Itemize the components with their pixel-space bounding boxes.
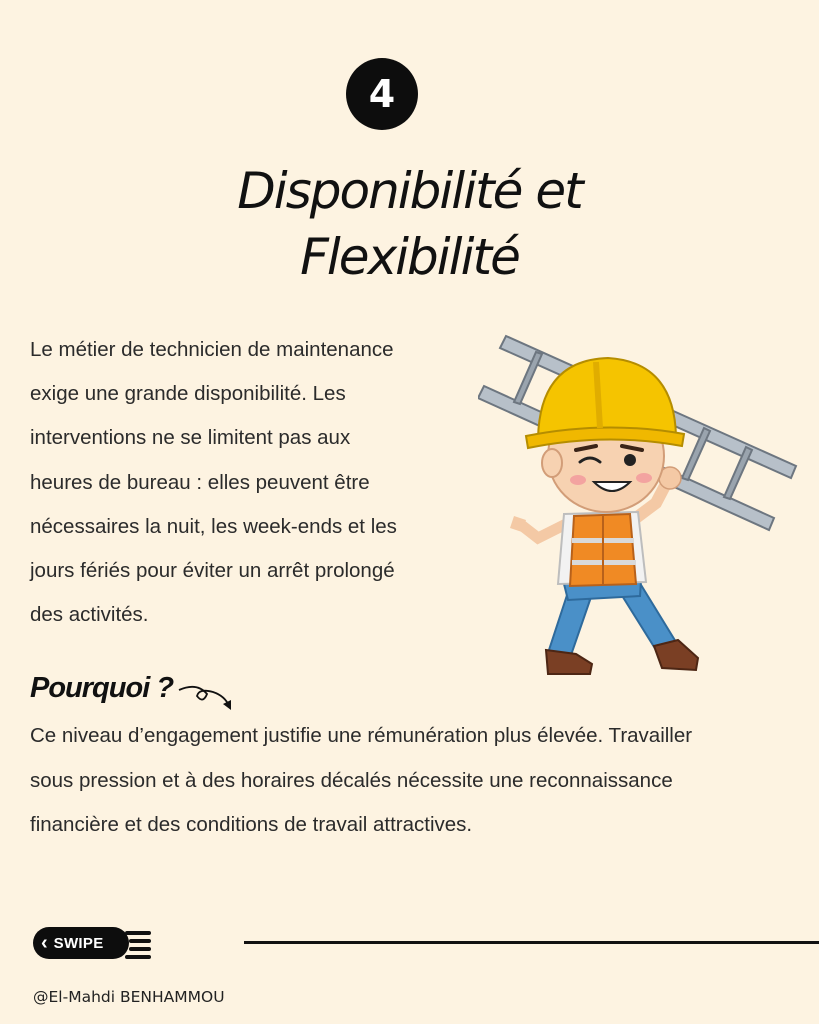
author-handle: @El-Mahdi BENHAMMOU <box>33 988 225 1006</box>
page-title <box>0 158 819 290</box>
worker-with-ladder-illustration <box>478 328 808 688</box>
why-line: Ce niveau d’engagement justifie une rémunération plus élevée. Travailler <box>30 724 693 747</box>
intro-line: nécessaires la nuit, les week-ends et les <box>30 514 397 538</box>
why-title: Pourquoi ? <box>30 671 174 704</box>
intro-line: Le métier de technicien de maintenance <box>30 338 394 361</box>
why-line: sous pression et à des horaires décalés nécessite une reconnaissance <box>30 768 673 792</box>
intro-line: jours fériés pour éviter un arrêt prolongé <box>30 559 395 583</box>
intro-line: des activités. <box>30 603 149 627</box>
swipe-button[interactable] <box>33 927 153 961</box>
step-number-badge: 4 <box>346 58 418 130</box>
intro-line: exige une grande disponibilité. Les <box>30 382 346 406</box>
why-section-header <box>30 666 237 710</box>
intro-line: heures de bureau : elles peuvent être <box>30 470 370 494</box>
chevron-left-icon: ‹ <box>41 932 48 954</box>
why-paragraph <box>30 714 800 848</box>
curly-arrow-icon <box>177 682 237 712</box>
hard-hat-icon <box>526 358 684 448</box>
swipe-pill <box>33 927 129 959</box>
title-line-1: Disponibilité et <box>237 162 582 220</box>
intro-paragraph <box>30 328 470 637</box>
speed-lines-icon <box>121 929 153 959</box>
title-line-2: Flexibilité <box>300 228 519 286</box>
intro-line: interventions ne se limitent pas aux <box>30 426 351 450</box>
swipe-label: SWIPE <box>53 934 104 952</box>
why-line: financière et des conditions de travail attractives. <box>30 813 473 836</box>
divider-line <box>244 941 819 944</box>
